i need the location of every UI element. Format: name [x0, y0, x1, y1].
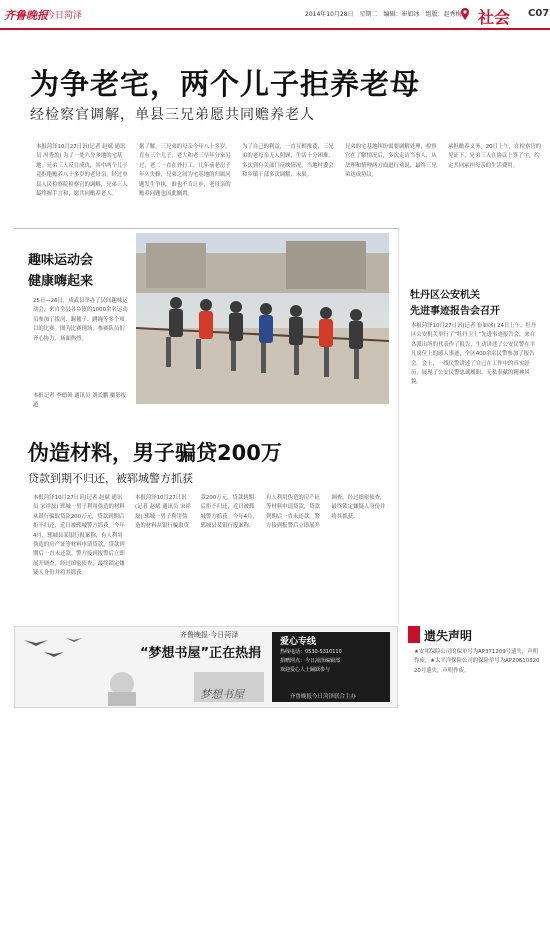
- column-rule: [398, 228, 399, 624]
- notice-title: 遗失声明: [424, 629, 473, 643]
- ad-side-title: 爱心专线: [280, 637, 317, 647]
- fraud-column-1: 本报菏泽10月27日讯(记者 赵斌 通讯员 宋祥磊) 郓城一男子利用伪造的材料从银行骗取贷款200万元，贷款到期后拒不归还，近日被郓城警方抓获。今年4月，郓城县某银行报案称，有人利用伪造的房产证等材料申请贷款，贷款到期后一直未还款。警方接到报警后立即展开调查，经过缜密侦查，最终锁定嫌疑人身份并将其抓获。: [33, 495, 125, 577]
- header-rule: [0, 28, 550, 30]
- lead-column-3: 为了自己的利益，一直互相推诿，三兄弟的老母亲无人照顾，生活十分困难，多次到有关部门反映情况。当地村委会和乡镇干部多次调解，未果。: [242, 144, 334, 179]
- tug-of-war-photo: [136, 233, 389, 404]
- lead-column-1: 本报菏泽10月27日讯(记者 赵斌 通讯员 冯秀盈) 为了一处六分多地的宅基地，兄弟三人反目成仇，其中两个儿子竟拒绝赡养八十多岁的老母亲。经过单县人民检察院检察官的调解，兄弟三人最终握手言和，愿共同赡养老人。: [36, 144, 128, 198]
- lead-column-2: 据了解，三兄弟的母亲今年八十多岁，育有三个儿子，老大和老三早年分家另过，老二一直在外打工。几年前老房子年久失修，兄弟之间为宅基地的归属问题发生争执，谁也不肯让步，老母亲的赡养问题也因此搁置。: [139, 144, 231, 198]
- sports-title-line2: 健康嗨起来: [28, 274, 94, 289]
- sports-title-line1: 趣味运动会: [28, 253, 94, 268]
- edition-name: 今日菏泽: [46, 11, 83, 21]
- section-label: 社会: [478, 8, 511, 27]
- ad-headline: “梦想书屋”正在热捐: [140, 646, 262, 661]
- fraud-subhead: 贷款到期不归还，被郓城警方抓获: [28, 472, 193, 485]
- ad-side-line-3: 欢迎爱心人士踊跃参与: [280, 667, 331, 673]
- ad-side-line-1: 热线电话：0530-5310110: [280, 649, 342, 655]
- page-header: [0, 0, 550, 32]
- notice-marker: [408, 626, 420, 643]
- fraud-headline: 伪造材料，男子骗贷200万: [28, 441, 282, 465]
- date-line: 2014年10月28日 星期二 编辑：崔如冰 组版：赵秀梅: [305, 11, 462, 18]
- police-body: 本报菏泽10月27日讯(记者 崔如冰) 24日上午，牡丹区公安机关举行了“牡丹卫士”先进事迹报告会，来自各派出所的代表作了报告，生动讲述了公安民警在平凡岗位上的感人事迹，全区400余名民警参加了报告会。会上，一线民警讲述了自己在工作中的真实经历，展现了公安民警忠诚履职、无私奉献的精神风貌。: [411, 323, 537, 386]
- sports-credit: 本报记者 李德领 通讯员 刘长鹏 摄影报道: [33, 393, 127, 409]
- ad-art-text: 梦想书屋: [200, 688, 244, 701]
- ad-side-line-2: 捐赠网点：今日菏泽编辑部: [280, 658, 341, 664]
- police-title-line2: 先进事迹报告会召开: [410, 306, 500, 317]
- divider: [14, 228, 398, 229]
- ad-footer: 齐鲁晚报今日菏泽联合主办: [290, 694, 357, 700]
- lead-subhead: 经检察官调解，单县三兄弟愿共同赡养老人: [30, 107, 315, 123]
- sports-caption: 25日—26日，成武县举办了民间趣味运动会，来自全县各乡镇的1000余名运动员参加了拔河、踢毽子、跳绳等多个项目的比赛。图为比赛现场，参赛队员们齐心协力，场面热烈。: [33, 298, 128, 342]
- lead-column-4: 兄弟的宅基地纠纷需要调解处理，检察官在了解情况后，多次走访当事人，从法理和情理两方面进行劝说，最终三兄弟达成协议。: [345, 144, 437, 179]
- newspaper-logo: 齐鲁晚报: [4, 9, 48, 22]
- police-title-line1: 牡丹区公安机关: [410, 290, 480, 301]
- ad-small-line: 齐鲁晚报·今日菏泽: [180, 631, 239, 639]
- lead-column-5: 承担赡养义务。20日上午，在检察官的见证下，兄弟三人在协议上签了字，约定共同承担母亲的生活费用。: [448, 144, 542, 169]
- fraud-columns: 本报菏泽10月27日讯(记者 赵斌 通讯员 宋祥磊) 郓城一男子利用伪造的材料从银行骗取贷款200万元，贷款到期后拒不归还，近日被郓城警方抓获。今年4月，郓城县某银行报案称，有人利用伪造的房产证等材料申请贷款，贷款到期后一直未还款。警方接到报警后立即展开调查，经过缜密侦查，最终锁定嫌疑人身份并将其抓获。: [135, 495, 386, 530]
- notice-body: ★安邦保险公司的保单号为AP371209号遗失，声明作废。★太平洋保险公司的保险单号为AP2061032020号遗失，声明作废。: [414, 649, 540, 674]
- page-number: C07: [528, 8, 550, 19]
- pin-icon: [459, 7, 471, 21]
- lead-headline: 为争老宅，两个儿子拒养老母: [30, 67, 421, 101]
